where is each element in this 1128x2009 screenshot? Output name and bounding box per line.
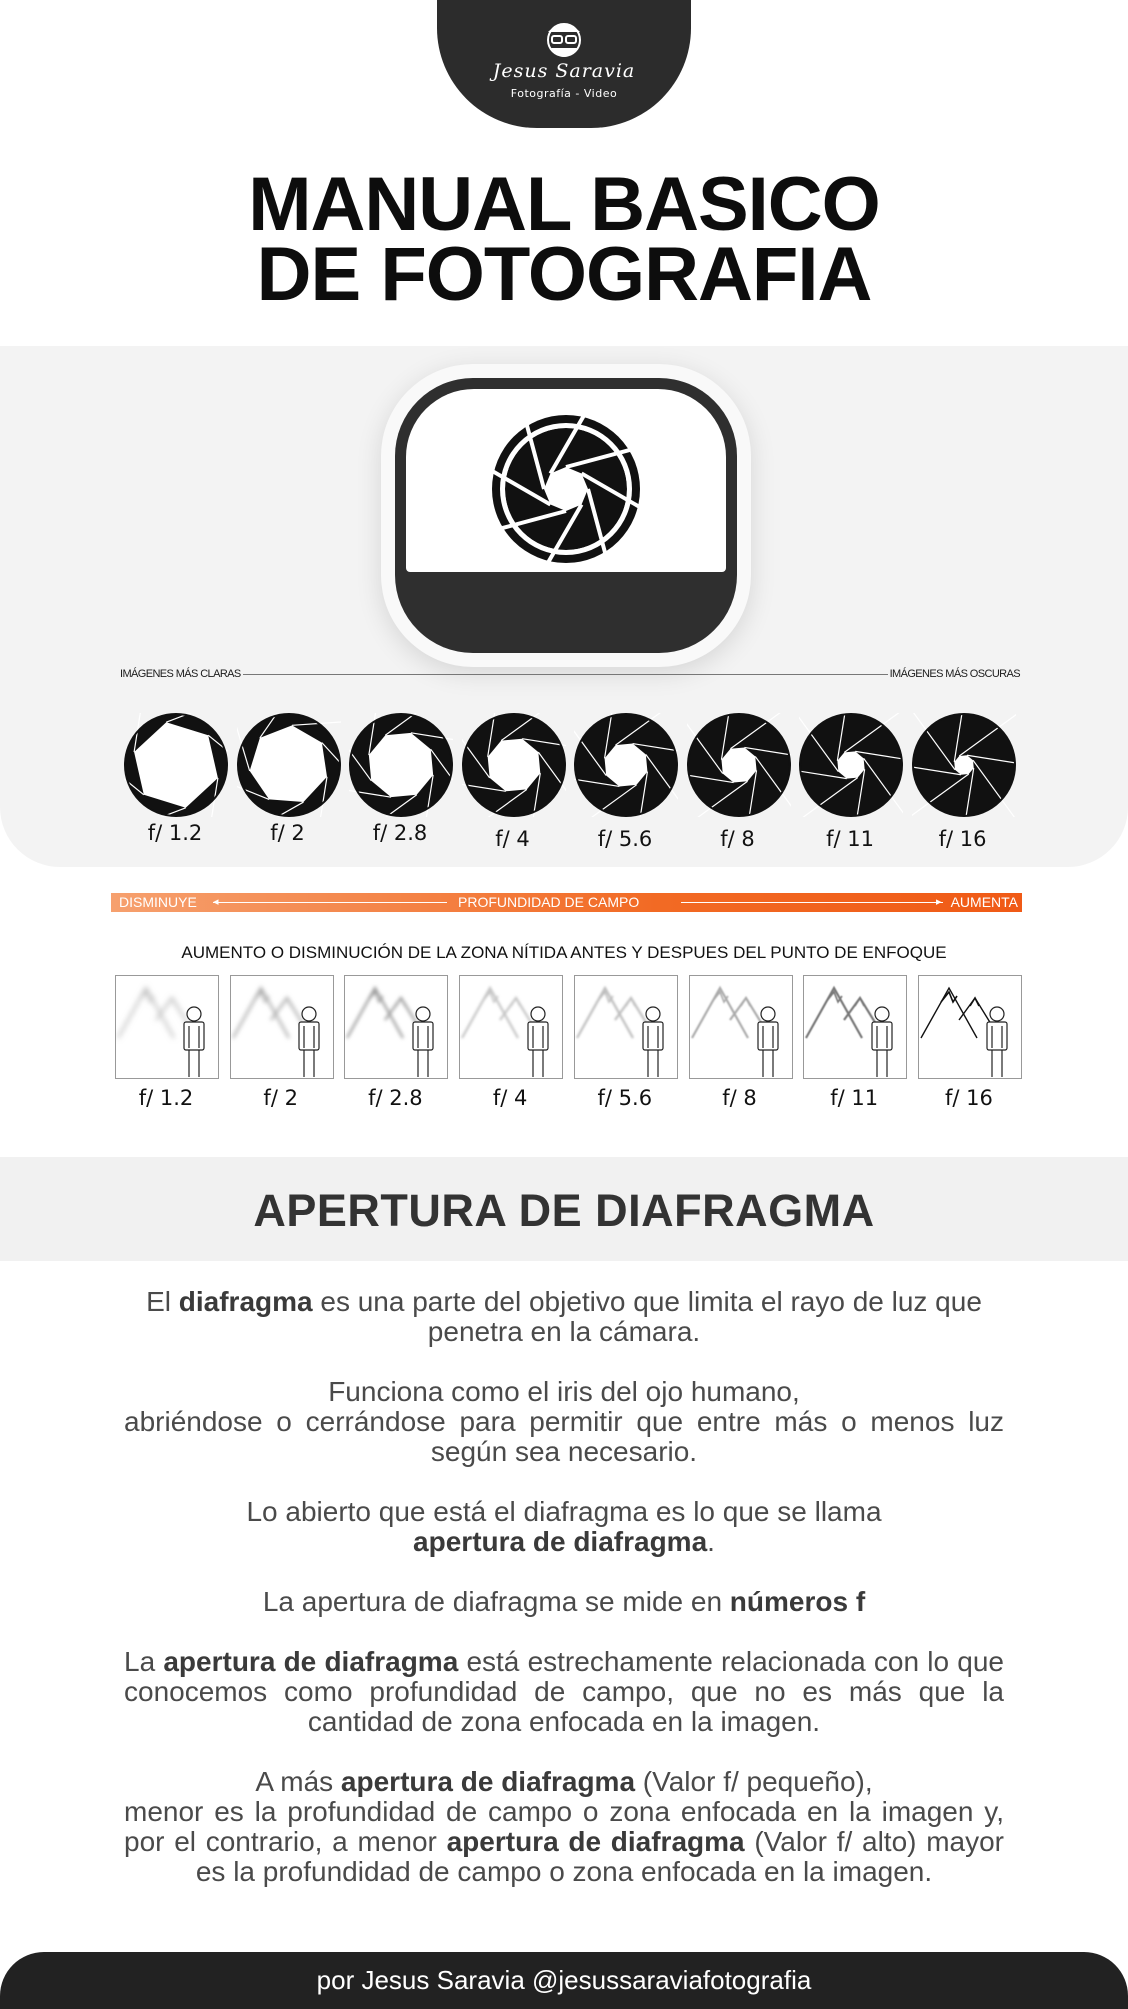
footer-credit: por Jesus Saravia @jesussaraviafotografia: [316, 1965, 812, 1995]
p4-text-a: La apertura de diafragma se mide en: [262, 1586, 730, 1617]
section-title: APERTURA DE DIAFRAGMA: [253, 1185, 875, 1236]
p5-text-a: La: [124, 1646, 164, 1677]
p6-text-f: (Valor f/ alto) mayor es la profundidad de campo o zona enfocada en la imagen.: [195, 1826, 1004, 1887]
aperture-item: [687, 713, 791, 821]
aperture-icon: [462, 713, 566, 817]
mountain-person-icon: [690, 976, 792, 1078]
aperture-icon: [237, 713, 341, 817]
paragraph-2: [124, 1377, 1004, 1467]
title-line-2: DE FOTOGRAFIA: [256, 232, 872, 317]
p1-text-a: El: [146, 1286, 179, 1317]
aperture-item: [462, 713, 566, 821]
aperture-row: [0, 713, 1128, 853]
dof-left-arrow: [213, 902, 447, 903]
aperture-label: f/ 1.2: [147, 821, 203, 845]
p3-text-c: .: [707, 1526, 715, 1557]
aperture-icon: [349, 713, 453, 817]
scene-label: f/ 1.2: [138, 1086, 194, 1110]
aperture-item: [237, 713, 341, 821]
aperture-icon: [574, 713, 678, 817]
dof-scene: [344, 975, 448, 1079]
p1-bold: diafragma: [178, 1286, 313, 1317]
body-text: [124, 1287, 1004, 1917]
logo-badge: [437, 0, 691, 128]
dof-scene: [230, 975, 334, 1079]
depth-of-field-bar: [111, 893, 1022, 912]
paragraph-1: [124, 1287, 1004, 1347]
dof-scenes: [0, 975, 1128, 1125]
mountain-person-icon: [919, 976, 1021, 1078]
p6-text-d: menor es la profundidad de campo o zona enfocada en la imagen y, por el contrario, a menor: [124, 1796, 1004, 1857]
arrow-left-icon: ◂: [213, 896, 219, 908]
mountain-person-icon: [575, 976, 677, 1078]
aperture-item: [912, 713, 1016, 821]
p5-bold: apertura de diafragma: [163, 1646, 459, 1677]
aperture-item: [124, 713, 228, 821]
p4-bold: números f: [729, 1586, 866, 1617]
dof-scene: [918, 975, 1022, 1079]
dof-scene: [115, 975, 219, 1079]
mountain-person-icon: [116, 976, 218, 1078]
p6-text-c: (Valor f/ pequeño),: [635, 1766, 873, 1797]
camera-card: [395, 378, 737, 653]
title-line-1: MANUAL BASICO: [248, 162, 880, 247]
light-scale-left: IMÁGENES MÁS CLARAS: [120, 668, 241, 680]
p2-text-a: Funciona como el iris del ojo humano,: [328, 1376, 800, 1407]
aperture-item: [799, 713, 903, 821]
mountain-person-icon: [804, 976, 906, 1078]
p6-text-a: A más: [255, 1766, 341, 1797]
footer: [0, 1952, 1128, 2009]
aperture-label: f/ 5.6: [597, 827, 653, 851]
p3-bold: apertura de diafragma: [413, 1526, 708, 1557]
aperture-label: f/ 2.8: [372, 821, 428, 845]
p6-bold-2: apertura de diafragma: [446, 1826, 745, 1857]
aperture-icon: [124, 713, 228, 817]
light-scale: [120, 666, 1020, 682]
aperture-item: [349, 713, 453, 821]
p6-bold-1: apertura de diafragma: [340, 1766, 636, 1797]
p5-text-c: está estrechamente relacionada con lo que conocemos como profundidad de campo, que no es más que la cantidad de zona enfocada en la imagen.: [124, 1646, 1004, 1737]
aperture-icon: [489, 412, 643, 566]
logo-name: Jesus Saravia: [492, 60, 636, 82]
aperture-icon: [912, 713, 1016, 817]
page-title: [0, 162, 1128, 317]
p3-text-a: Lo abierto que está el diafragma es lo que se llama: [246, 1496, 882, 1527]
aperture-label: f/ 4: [495, 827, 530, 851]
aperture-label: f/ 11: [826, 827, 874, 851]
dof-scene: [803, 975, 907, 1079]
scene-label: f/ 2: [263, 1086, 298, 1110]
p2-text-b: abriéndose o cerrándose para permitir que entre más o menos luz según sea necesario.: [124, 1406, 1004, 1467]
bearded-face-glasses-icon: [534, 18, 594, 66]
aperture-label: f/ 8: [720, 827, 755, 851]
mountain-person-icon: [231, 976, 333, 1078]
dof-right-arrow: [681, 902, 943, 903]
light-scale-right: IMÁGENES MÁS OSCURAS: [889, 668, 1020, 680]
mountain-person-icon: [345, 976, 447, 1078]
arrow-right-icon: ▸: [936, 896, 942, 908]
scene-label: f/ 16: [944, 1086, 993, 1110]
dof-right-label: AUMENTA: [950, 894, 1018, 910]
scene-label: f/ 4: [492, 1086, 528, 1110]
scene-label: f/ 8: [722, 1086, 757, 1110]
mountain-person-icon: [460, 976, 562, 1078]
dof-scene: [574, 975, 678, 1079]
dof-center-label: PROFUNDIDAD DE CAMPO: [458, 894, 640, 910]
aperture-label: f/ 16: [938, 827, 987, 851]
paragraph-3: [124, 1497, 1004, 1557]
paragraph-4: [124, 1587, 1004, 1617]
dof-left-label: DISMINUYE: [119, 894, 197, 910]
paragraph-5: [124, 1647, 1004, 1737]
aperture-item: [574, 713, 678, 821]
p1-text-c: es una parte del objetivo que limita el rayo de luz que penetra en la cámara.: [312, 1286, 982, 1347]
dof-scene: [689, 975, 793, 1079]
aperture-icon: [799, 713, 903, 817]
aperture-label: f/ 2: [270, 821, 305, 845]
aperture-icon: [687, 713, 791, 817]
dof-scene: [459, 975, 563, 1079]
scene-label: f/ 2.8: [368, 1086, 423, 1110]
dof-caption: AUMENTO O DISMINUCIÓN DE LA ZONA NÍTIDA ANTES Y DESPUES DEL PUNTO DE ENFOQUE: [181, 943, 947, 962]
light-scale-line: [243, 674, 888, 675]
logo-subtitle: Fotografía - Video: [510, 87, 618, 100]
scene-label: f/ 5.6: [597, 1086, 653, 1110]
paragraph-6: [124, 1767, 1004, 1887]
scene-label: f/ 11: [830, 1086, 879, 1110]
